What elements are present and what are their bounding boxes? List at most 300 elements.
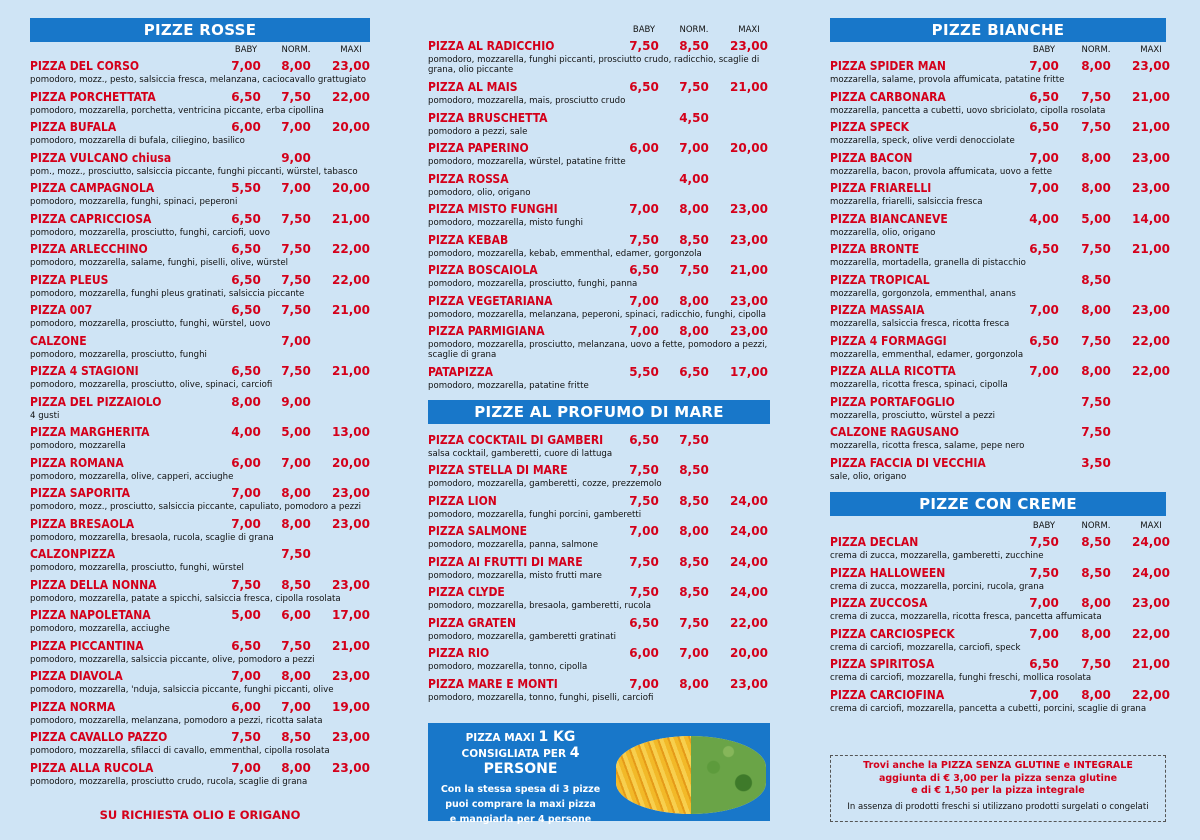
creme-title: PIZZE CON CREME [830,492,1166,516]
item-name: PIZZA FACCIA DI VECCHIA [830,455,986,470]
item-name: CALZONE RAGUSANO [830,425,959,439]
price-norm: 7,00 [679,141,709,155]
price-norm: 7,50 [281,242,311,256]
price-norm: 7,50 [281,303,311,317]
price-baby: 6,50 [1029,657,1059,671]
item-name: PIZZA CARCIOSPECK [830,626,955,641]
item-description: mozzarella, emmenthal, edamer, gorgonzola [830,349,1024,360]
item-name: CALZONE [30,333,87,348]
bianche-column [830,0,1170,812]
item-name: PIZZA ARLECCHINO [30,242,148,256]
item-name: PIZZA MASSAIA [830,303,925,317]
item-description: pomodoro, mozzarella, misto frutti mare [428,570,602,581]
menu-item [428,676,770,707]
item-name: PIZZA KEBAB [428,232,509,247]
item-name: PIZZA SPIRITOSA [830,657,935,671]
menu-item [830,241,1170,272]
price-maxi: 22,00 [1132,626,1170,641]
item-name: PIZZA AL MAIS [428,80,518,94]
price-baby: 6,50 [1029,242,1059,256]
item-description: mozzarella, friarelli, salsiccia fresca [830,197,983,207]
price-maxi: 21,00 [730,80,768,94]
price-maxi: 24,00 [730,585,768,599]
price-maxi: 14,00 [1132,211,1170,226]
price-baby: 6,50 [231,89,261,104]
item-description: pomodoro, mozzarella, mais, prosciutto crudo [428,96,626,106]
menu-item [30,302,370,333]
price-norm: 8,50 [679,39,709,53]
price-baby: 7,00 [1029,181,1059,195]
item-description: pomodoro, mozz., prosciutto, salsiccia piccante, capuliato, pomodoro a pezzi [30,502,362,512]
price-norm: 7,50 [679,263,709,277]
price-baby: 6,50 [231,211,261,226]
price-baby: 7,50 [629,232,659,247]
price-baby: 6,00 [231,120,261,134]
menu-item [428,110,770,141]
item-name: PIZZA MISTO FUNGHI [428,202,558,216]
price-maxi: 23,00 [1132,59,1170,73]
menu-item [30,638,370,669]
price-maxi: 22,00 [1132,333,1170,348]
menu-item [830,534,1170,565]
menu-item [30,89,370,120]
price-maxi: 20,00 [730,646,768,660]
item-description: mozzarella, bacon, provola affumicata, uovo a fette [830,166,1053,177]
price-maxi: 20,00 [332,455,370,470]
menu-item [830,424,1166,455]
item-description: pomodoro, mozzarella, gamberetti, cozze, prezzemolo [428,479,662,489]
menu-item [830,687,1170,718]
price-norm: 8,00 [281,516,311,531]
item-description: crema di zucca, mozzarella, porcini, rucola, grana [830,581,1045,592]
price-maxi: 24,00 [1132,565,1170,580]
price-norm: 8,00 [281,669,311,683]
item-description: mozzarella, salame, provola affumicata, patatine fritte [830,75,1065,85]
promo-line4: puoi comprare la maxi pizza [445,799,596,810]
menu-item [428,615,770,646]
price-norm: 8,50 [281,577,311,592]
price-norm: 7,00 [281,699,311,714]
price-norm: 7,00 [281,333,311,348]
menu-item [30,424,370,455]
price-norm: 7,50 [679,432,709,447]
item-name: PIZZA SALMONE [428,524,528,538]
item-name: PIZZA AI FRUTTI DI MARE [428,554,583,569]
price-baby: 7,50 [1029,565,1059,580]
price-norm: 7,00 [679,646,709,660]
price-norm: 7,50 [1081,242,1111,256]
menu-item [830,595,1170,626]
rosse-footer: SU RICHIESTA OLIO E ORIGANO [99,808,301,822]
menu-item [830,656,1170,687]
item-description: pomodoro, mozzarella, würstel, patatine fritte [428,157,626,167]
price-maxi: 22,00 [332,272,370,287]
item-description: pomodoro, mozzarella, sfilacci di cavallo, emmenthal, cipolla rosolata [30,746,330,756]
item-description: pomodoro, mozz., pesto, salsiccia fresca, melanzana, caciocavallo grattugiato [30,75,367,85]
price-maxi: 22,00 [332,242,370,256]
price-baby: 4,00 [1029,211,1059,226]
rosse-column [30,0,370,822]
item-description: sale, olio, origano [830,471,907,482]
item-description: pomodoro, mozzarella, prosciutto, funghi [30,349,207,360]
creme-size-header [830,518,1166,534]
item-name: PIZZA DEL CORSO [30,59,140,73]
price-norm: 8,00 [281,760,311,775]
price-norm: 7,50 [281,638,311,653]
notice-line2: aggiunta di € 3,00 per la pizza senza glutine [878,772,1118,784]
price-baby: 7,00 [1029,303,1059,317]
middle-size-header [428,22,770,38]
rucola-half [691,736,766,814]
size-baby: BABY [1032,521,1056,531]
price-norm: 7,50 [1081,333,1111,348]
item-description: pomodoro, mozzarella di bufala, ciliegino, basilico [30,136,245,146]
price-baby: 7,00 [231,760,261,775]
price-baby: 6,50 [231,364,261,378]
item-name: PIZZA BACON [830,150,913,165]
size-norm: NORM. [1081,521,1111,531]
item-description: pomodoro, mozzarella, prosciutto crudo, rucola, scaglie di grana [30,776,308,787]
menu-item [428,432,770,463]
price-maxi: 23,00 [730,202,768,216]
item-description: mozzarella, pancetta a cubetti, uovo sbriciolato, cipolla rosolata [830,105,1106,116]
item-name: PIZZA FRIARELLI [830,181,932,195]
price-baby: 5,50 [231,181,261,195]
item-description: 4 gusti [30,410,60,421]
price-baby: 5,00 [231,608,261,622]
item-name: PIZZA PAPERINO [428,141,529,155]
price-baby: 7,50 [629,493,659,508]
price-maxi: 17,00 [730,365,768,379]
item-description: mozzarella, ricotta fresca, salame, pepe nero [830,441,1025,451]
menu-item [30,699,370,730]
item-description: pomodoro, mozzarella [30,441,126,451]
price-baby: 7,00 [629,202,659,216]
price-maxi: 23,00 [1132,181,1170,195]
price-maxi: 23,00 [730,232,768,247]
size-baby: BABY [632,25,656,35]
item-name: PIZZA BRESAOLA [30,516,135,531]
price-norm: 8,00 [1081,364,1111,378]
price-maxi: 19,00 [332,699,370,714]
bianche-list [830,58,1170,485]
price-maxi: 13,00 [332,425,370,439]
price-norm: 8,50 [679,554,709,569]
item-name: PIZZA VEGETARIANA [428,293,553,308]
menu-item [30,272,370,303]
price-norm: 7,50 [1081,394,1111,409]
item-description: pomodoro, mozzarella, kebab, emmenthal, edamer, gorgonzola [428,248,702,259]
price-baby: 7,00 [1029,687,1059,702]
item-name: PIZZA BRONTE [830,242,920,256]
item-description: pomodoro, mozzarella, melanzana, peperoni, spinaci, radicchio, funghi, cipolla [428,309,767,320]
menu-item [830,363,1170,394]
item-name: PIZZA PARMIGIANA [428,324,545,338]
price-maxi: 22,00 [730,615,768,630]
item-description: crema di zucca, mozzarella, ricotta fresca, pancetta affumicata [830,612,1102,622]
price-maxi: 21,00 [1132,89,1170,104]
price-maxi: 20,00 [730,141,768,155]
price-baby: 7,00 [231,59,261,73]
price-baby: 7,00 [231,516,261,531]
item-name: PIZZA ROSSA [428,171,509,186]
price-baby: 7,00 [1029,626,1059,641]
price-maxi: 22,00 [1132,687,1170,702]
item-name: PIZZA DELLA NONNA [30,577,157,592]
item-name: PIZZA PORTAFOGLIO [830,394,955,409]
item-description: pomodoro, mozzarella, salsiccia piccante, olive, pomodoro a pezzi [30,654,315,665]
item-name: PIZZA STELLA DI MARE [428,463,568,477]
price-baby: 6,50 [629,615,659,630]
price-maxi: 23,00 [332,669,370,683]
price-norm: 8,00 [679,293,709,308]
item-description: pomodoro, mozzarella, patatine fritte [428,381,589,391]
price-norm: 8,50 [1081,535,1111,549]
price-norm: 5,00 [281,425,311,439]
menu-item [30,729,370,760]
price-maxi: 22,00 [332,89,370,104]
menu-item [830,211,1170,242]
item-name: PIZZA CARBONARA [830,89,946,104]
menu-item [30,455,370,486]
item-description: pomodoro, mozzarella, funghi, spinaci, peperoni [30,197,238,207]
price-baby: 7,00 [1029,364,1059,378]
menu-item [428,645,770,676]
price-baby: 6,50 [1029,333,1059,348]
price-norm: 8,00 [679,324,709,338]
price-norm: 6,00 [281,608,311,622]
rosse-size-header [30,42,370,58]
fries-half [616,736,691,814]
price-maxi: 24,00 [730,554,768,569]
price-norm: 7,50 [281,211,311,226]
maxi-pizza-image [616,736,766,814]
promo-line3: Con la stessa spesa di 3 pizze [440,784,601,795]
menu-item [30,394,370,425]
item-description: mozzarella, speck, olive verdi denocciolate [830,136,1015,146]
item-name: PIZZA CAMPAGNOLA [30,181,155,195]
item-description: crema di carciofi, mozzarella, carciofi, speck [830,642,1021,653]
price-baby: 6,50 [231,242,261,256]
price-maxi: 24,00 [730,524,768,538]
price-baby: 7,00 [629,524,659,538]
price-maxi: 23,00 [332,486,370,500]
price-baby: 7,50 [1029,535,1059,549]
price-maxi: 21,00 [1132,120,1170,134]
price-baby: 4,00 [231,425,261,439]
item-description: pomodoro, mozzarella, acciughe [30,624,170,634]
notice-line4: In assenza di prodotti freschi si utilizzano prodotti surgelati o congelati [847,801,1149,812]
item-description: salsa cocktail, gamberetti, cuore di lattuga [428,448,613,459]
item-name: PIZZA DEL PIZZAIOLO [30,394,162,409]
creme-list [830,534,1170,717]
price-norm: 8,00 [1081,181,1111,195]
menu-item [30,58,370,89]
size-norm: NORM. [679,25,709,35]
price-norm: 8,00 [1081,687,1111,702]
item-description: pomodoro, mozzarella, tonno, funghi, piselli, carciofi [428,692,654,703]
price-maxi: 23,00 [332,516,370,531]
price-norm: 8,00 [1081,626,1111,641]
price-norm: 4,00 [679,171,709,186]
menu-item [428,293,770,324]
menu-item [428,554,770,585]
price-baby: 6,50 [231,303,261,317]
price-baby: 7,00 [1029,59,1059,73]
price-baby: 6,00 [231,455,261,470]
price-maxi: 23,00 [730,324,768,338]
price-norm: 8,50 [1081,565,1111,580]
price-norm: 4,50 [679,110,709,125]
menu-item [428,523,770,554]
menu-item [30,241,370,272]
item-name: PIZZA SPECK [830,120,910,134]
item-description: pomodoro, mozzarella, prosciutto, funghi, würstel, uovo [30,319,271,329]
item-name: PIZZA MARE E MONTI [428,676,558,691]
item-name: PIZZA SAPORITA [30,486,131,500]
price-norm: 7,50 [1081,657,1111,671]
item-description: pomodoro, mozzarella, misto funghi [428,218,583,228]
price-baby: 7,00 [629,324,659,338]
maxi-pizza-promo [428,723,770,825]
item-name: PIZZA MARGHERITA [30,425,150,439]
item-name: PIZZA LION [428,493,497,508]
price-norm: 7,50 [1081,120,1111,134]
menu-item [30,211,370,242]
menu-item [30,577,370,608]
price-baby: 6,00 [231,699,261,714]
price-maxi: 24,00 [730,493,768,508]
price-norm: 7,50 [679,615,709,630]
price-baby: 7,00 [1029,150,1059,165]
item-description: mozzarella, prosciutto, würstel a pezzi [830,410,996,421]
price-baby: 6,50 [231,272,261,287]
item-name: PIZZA 4 STAGIONI [30,364,139,378]
price-norm: 5,00 [1081,211,1111,226]
size-maxi: MAXI [1140,521,1162,531]
item-name: PIZZA 4 FORMAGGI [830,333,947,348]
price-norm: 8,00 [1081,596,1111,610]
rosse-title: PIZZE ROSSE [30,18,370,42]
size-norm: NORM. [1081,45,1111,55]
menu-item [428,364,770,395]
item-description: crema di carciofi, mozzarella, funghi freschi, mollica rosolata [830,673,1092,683]
price-baby: 7,50 [629,463,659,477]
item-name: PIZZA 007 [30,303,93,317]
price-baby: 7,50 [231,730,261,744]
price-norm: 8,50 [281,730,311,744]
item-description: pomodoro, mozzarella, gamberetti gratinati [428,631,616,642]
price-norm: 8,00 [1081,59,1111,73]
middle-column [428,0,770,825]
promo-line2b: 4 PERSONE [483,745,580,777]
menu-item [830,180,1170,211]
menu-item [830,565,1170,596]
item-description: pomodoro, mozzarella, bresaola, rucola, scaglie di grana [30,532,274,543]
price-norm: 3,50 [1081,455,1111,470]
menu-item [428,171,770,202]
price-maxi: 23,00 [730,676,768,691]
item-description: pomodoro, mozzarella, prosciutto, olive, spinaci, carciofi [30,380,273,390]
menu-item [830,150,1170,181]
menu-item [830,119,1170,150]
item-name: PIZZA PLEUS [30,272,109,287]
price-maxi: 23,00 [730,39,768,53]
promo-line1b: 1 KG [538,729,576,745]
menu-item [30,119,370,150]
menu-item [30,333,370,364]
item-description: pomodoro, mozzarella, salame, funghi, piselli, olive, würstel [30,258,288,268]
menu-item [428,462,770,493]
item-description: pomodoro, mozzarella, tonno, cipolla [428,662,588,672]
price-norm: 8,00 [1081,150,1111,165]
item-description: pomodoro, mozzarella, bresaola, gamberetti, rucola [428,601,652,611]
item-name: PIZZA ALLA RICOTTA [830,364,956,378]
price-maxi: 23,00 [1132,303,1170,317]
item-name: PIZZA CLYDE [428,585,505,599]
item-name: PIZZA NORMA [30,699,116,714]
price-maxi: 21,00 [1132,657,1170,671]
promo-line1a: PIZZA MAXI [465,732,539,744]
gluten-free-notice [830,755,1166,822]
size-maxi: MAXI [1140,45,1162,55]
menu-item [30,516,370,547]
price-norm: 8,50 [679,463,709,477]
price-baby: 6,50 [629,263,659,277]
price-baby: 7,00 [1029,596,1059,610]
menu-item [830,626,1170,657]
item-name: PIZZA GRATEN [428,615,517,630]
item-name: PIZZA BRUSCHETTA [428,110,548,125]
price-maxi: 22,00 [1132,364,1170,378]
price-norm: 7,50 [1081,425,1111,439]
item-description: pomodoro, mozzarella, melanzana, pomodoro a pezzi, ricotta salata [30,715,323,726]
promo-line5: e mangiarla per 4 persone [449,814,592,825]
price-baby: 6,00 [629,646,659,660]
item-description: pomodoro, mozzarella, olive, capperi, acciughe [30,471,234,482]
menu-item [30,546,370,577]
middle-list [428,38,770,395]
menu-item [30,607,370,638]
price-baby: 7,50 [629,39,659,53]
item-name: PIZZA ALLA RUCOLA [30,760,154,775]
price-maxi: 17,00 [332,608,370,622]
price-maxi: 21,00 [332,303,370,317]
price-maxi: 20,00 [332,181,370,195]
menu-item [30,668,370,699]
menu-item [428,140,770,171]
item-name: CALZONPIZZA [30,547,116,561]
price-norm: 8,00 [281,486,311,500]
price-maxi: 21,00 [730,263,768,277]
price-norm: 8,00 [679,202,709,216]
item-name: PIZZA CARCIOFINA [830,687,945,702]
item-description: pomodoro, mozzarella, prosciutto, melanzana, uovo a fette, pomodoro a pezzi, scaglie di grana [428,340,768,360]
menu-item [830,272,1166,303]
price-baby: 6,50 [629,80,659,94]
menu-item [30,150,370,181]
price-norm: 7,50 [1081,89,1111,104]
price-norm: 8,00 [679,524,709,538]
promo-line2a: CONSIGLIATA PER [461,748,570,760]
menu-item [428,323,770,364]
item-description: mozzarella, salsiccia fresca, ricotta fresca [830,319,1010,329]
item-name: PIZZA NAPOLETANA [30,608,151,622]
menu-item [830,58,1170,89]
item-name: PIZZA CAPRICCIOSA [30,211,152,226]
price-baby: 6,00 [629,141,659,155]
item-description: pomodoro, olio, origano [428,187,531,198]
